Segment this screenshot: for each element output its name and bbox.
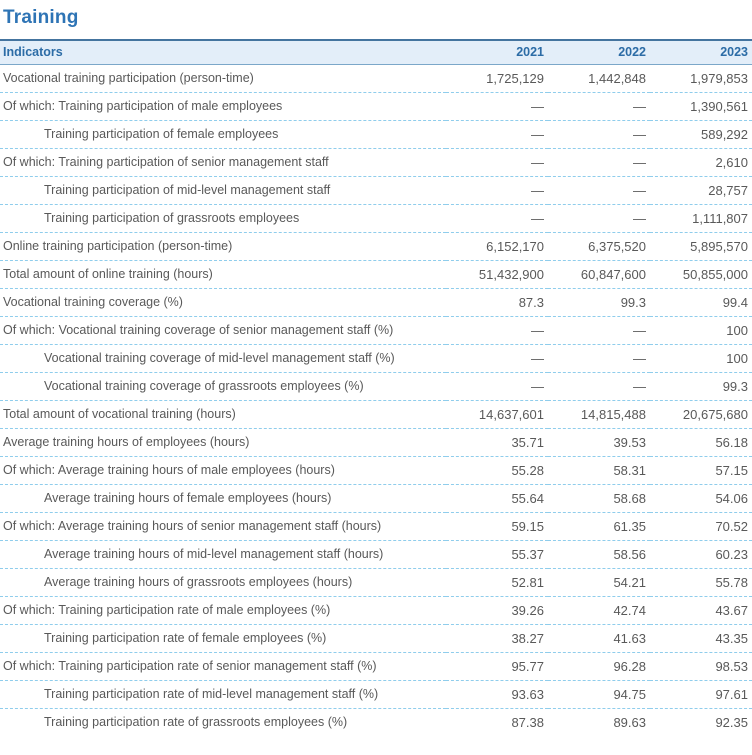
table-row (0, 93, 752, 121)
value-cell-2021: 55.64 (446, 485, 548, 513)
value-cell-2023: 55.78 (650, 569, 752, 597)
value-cell-2023: 43.35 (650, 625, 752, 653)
indicator-cell: Training participation of mid-level management staff (0, 177, 446, 205)
value-cell-2023: 99.3 (650, 373, 752, 401)
value-cell-2022: — (548, 317, 650, 345)
value-cell-2021: 52.81 (446, 569, 548, 597)
value-cell-2023: 1,390,561 (650, 93, 752, 121)
training-table (0, 39, 752, 736)
table-row (0, 177, 752, 205)
value-cell-2021: — (446, 205, 548, 233)
table-header (0, 40, 752, 65)
value-cell-2021: 6,152,170 (446, 233, 548, 261)
value-cell-2021: 51,432,900 (446, 261, 548, 289)
table-row (0, 709, 752, 737)
value-cell-2023: 70.52 (650, 513, 752, 541)
value-cell-2023: 56.18 (650, 429, 752, 457)
column-header-indicators: Indicators (0, 40, 446, 65)
value-cell-2022: 60,847,600 (548, 261, 650, 289)
value-cell-2022: 39.53 (548, 429, 650, 457)
indicator-cell: Average training hours of mid-level management staff (hours) (0, 541, 446, 569)
indicator-cell: Vocational training coverage of grassroots employees (%) (0, 373, 446, 401)
indicator-cell: Total amount of vocational training (hours) (0, 401, 446, 429)
value-cell-2021: 55.28 (446, 457, 548, 485)
value-cell-2023: 60.23 (650, 541, 752, 569)
table-row (0, 317, 752, 345)
value-cell-2023: 97.61 (650, 681, 752, 709)
table-row (0, 681, 752, 709)
table-row (0, 485, 752, 513)
value-cell-2023: 100 (650, 317, 752, 345)
value-cell-2022: 96.28 (548, 653, 650, 681)
indicator-cell: Vocational training coverage of mid-level management staff (%) (0, 345, 446, 373)
value-cell-2021: 87.3 (446, 289, 548, 317)
table-row (0, 289, 752, 317)
value-cell-2022: — (548, 149, 650, 177)
table-row (0, 121, 752, 149)
table-row (0, 149, 752, 177)
value-cell-2022: 58.68 (548, 485, 650, 513)
table-row (0, 457, 752, 485)
table-row (0, 65, 752, 93)
value-cell-2022: — (548, 345, 650, 373)
indicator-cell: Average training hours of employees (hours) (0, 429, 446, 457)
value-cell-2021: 95.77 (446, 653, 548, 681)
value-cell-2022: 58.31 (548, 457, 650, 485)
value-cell-2022: — (548, 373, 650, 401)
indicator-cell: Of which: Average training hours of male employees (hours) (0, 457, 446, 485)
value-cell-2022: 99.3 (548, 289, 650, 317)
value-cell-2022: — (548, 121, 650, 149)
value-cell-2021: 35.71 (446, 429, 548, 457)
value-cell-2021: 39.26 (446, 597, 548, 625)
value-cell-2022: 61.35 (548, 513, 650, 541)
value-cell-2022: 6,375,520 (548, 233, 650, 261)
table-row (0, 345, 752, 373)
indicator-cell: Training participation rate of mid-level management staff (%) (0, 681, 446, 709)
value-cell-2023: 589,292 (650, 121, 752, 149)
value-cell-2021: 38.27 (446, 625, 548, 653)
table-body (0, 65, 752, 737)
value-cell-2023: 54.06 (650, 485, 752, 513)
indicator-cell: Training participation rate of female employees (%) (0, 625, 446, 653)
header-row (0, 40, 752, 65)
value-cell-2023: 1,111,807 (650, 205, 752, 233)
value-cell-2022: 54.21 (548, 569, 650, 597)
value-cell-2022: 89.63 (613, 715, 646, 730)
indicator-cell: Of which: Training participation of senior management staff (0, 149, 446, 177)
value-cell-2021: — (446, 149, 548, 177)
indicator-cell: Vocational training participation (person-time) (0, 65, 446, 93)
table-row (0, 653, 752, 681)
value-cell-2023: 92.35 (715, 715, 748, 730)
value-cell-2021: — (446, 317, 548, 345)
indicator-cell: Of which: Training participation of male employees (0, 93, 446, 121)
value-cell-2022: 42.74 (548, 597, 650, 625)
table-row (0, 401, 752, 429)
value-cell-2022: 14,815,488 (548, 401, 650, 429)
value-cell-2021: — (446, 177, 548, 205)
value-cell-2021: — (446, 121, 548, 149)
indicator-cell: Vocational training coverage (%) (0, 289, 446, 317)
column-header-2021: 2021 (446, 40, 548, 65)
value-cell-2023: 5,895,570 (650, 233, 752, 261)
column-header-2022: 2022 (548, 40, 650, 65)
value-cell-2021: 93.63 (446, 681, 548, 709)
value-cell-2022: 41.63 (548, 625, 650, 653)
indicator-cell: Of which: Average training hours of senior management staff (hours) (0, 513, 446, 541)
table-row (0, 373, 752, 401)
table-row (0, 429, 752, 457)
value-cell-2023: 43.67 (650, 597, 752, 625)
value-cell-2021: 1,725,129 (446, 65, 548, 93)
value-cell-2022: — (548, 93, 650, 121)
table-row (0, 541, 752, 569)
value-cell-2023: 20,675,680 (650, 401, 752, 429)
indicator-cell: Training participation of female employees (0, 121, 446, 149)
indicator-cell: Average training hours of female employees (hours) (0, 485, 446, 513)
column-header-2023: 2023 (650, 40, 752, 65)
value-cell-2023: 100 (650, 345, 752, 373)
value-cell-2021: 59.15 (446, 513, 548, 541)
table-row (0, 569, 752, 597)
indicator-cell: Average training hours of grassroots employees (hours) (0, 569, 446, 597)
value-cell-2023: 98.53 (650, 653, 752, 681)
table-row (0, 597, 752, 625)
value-cell-2022: 94.75 (548, 681, 650, 709)
value-cell-2021: 87.38 (511, 715, 544, 730)
value-cell-2023: 28,757 (650, 177, 752, 205)
value-cell-2023: 1,979,853 (650, 65, 752, 93)
indicator-cell: Training participation rate of grassroots employees (%) (44, 715, 348, 729)
table-row (0, 261, 752, 289)
value-cell-2022: — (548, 205, 650, 233)
value-cell-2023: 2,610 (650, 149, 752, 177)
indicator-cell: Online training participation (person-time) (0, 233, 446, 261)
table-row (0, 513, 752, 541)
value-cell-2023: 99.4 (650, 289, 752, 317)
table-row (0, 205, 752, 233)
value-cell-2023: 57.15 (650, 457, 752, 485)
indicator-cell: Of which: Training participation rate of male employees (%) (0, 597, 446, 625)
value-cell-2022: 1,442,848 (548, 65, 650, 93)
value-cell-2022: 58.56 (548, 541, 650, 569)
indicator-cell: Total amount of online training (hours) (0, 261, 446, 289)
indicator-cell: Of which: Training participation rate of senior management staff (%) (0, 653, 446, 681)
value-cell-2021: — (446, 93, 548, 121)
indicator-cell: Training participation of grassroots employees (0, 205, 446, 233)
page-title: Training (3, 7, 79, 28)
value-cell-2021: — (446, 373, 548, 401)
value-cell-2021: — (446, 345, 548, 373)
value-cell-2021: 14,637,601 (446, 401, 548, 429)
table-row (0, 625, 752, 653)
indicator-cell: Of which: Vocational training coverage of senior management staff (%) (0, 317, 446, 345)
value-cell-2022: — (548, 177, 650, 205)
value-cell-2021: 55.37 (446, 541, 548, 569)
value-cell-2023: 50,855,000 (650, 261, 752, 289)
table-row (0, 233, 752, 261)
